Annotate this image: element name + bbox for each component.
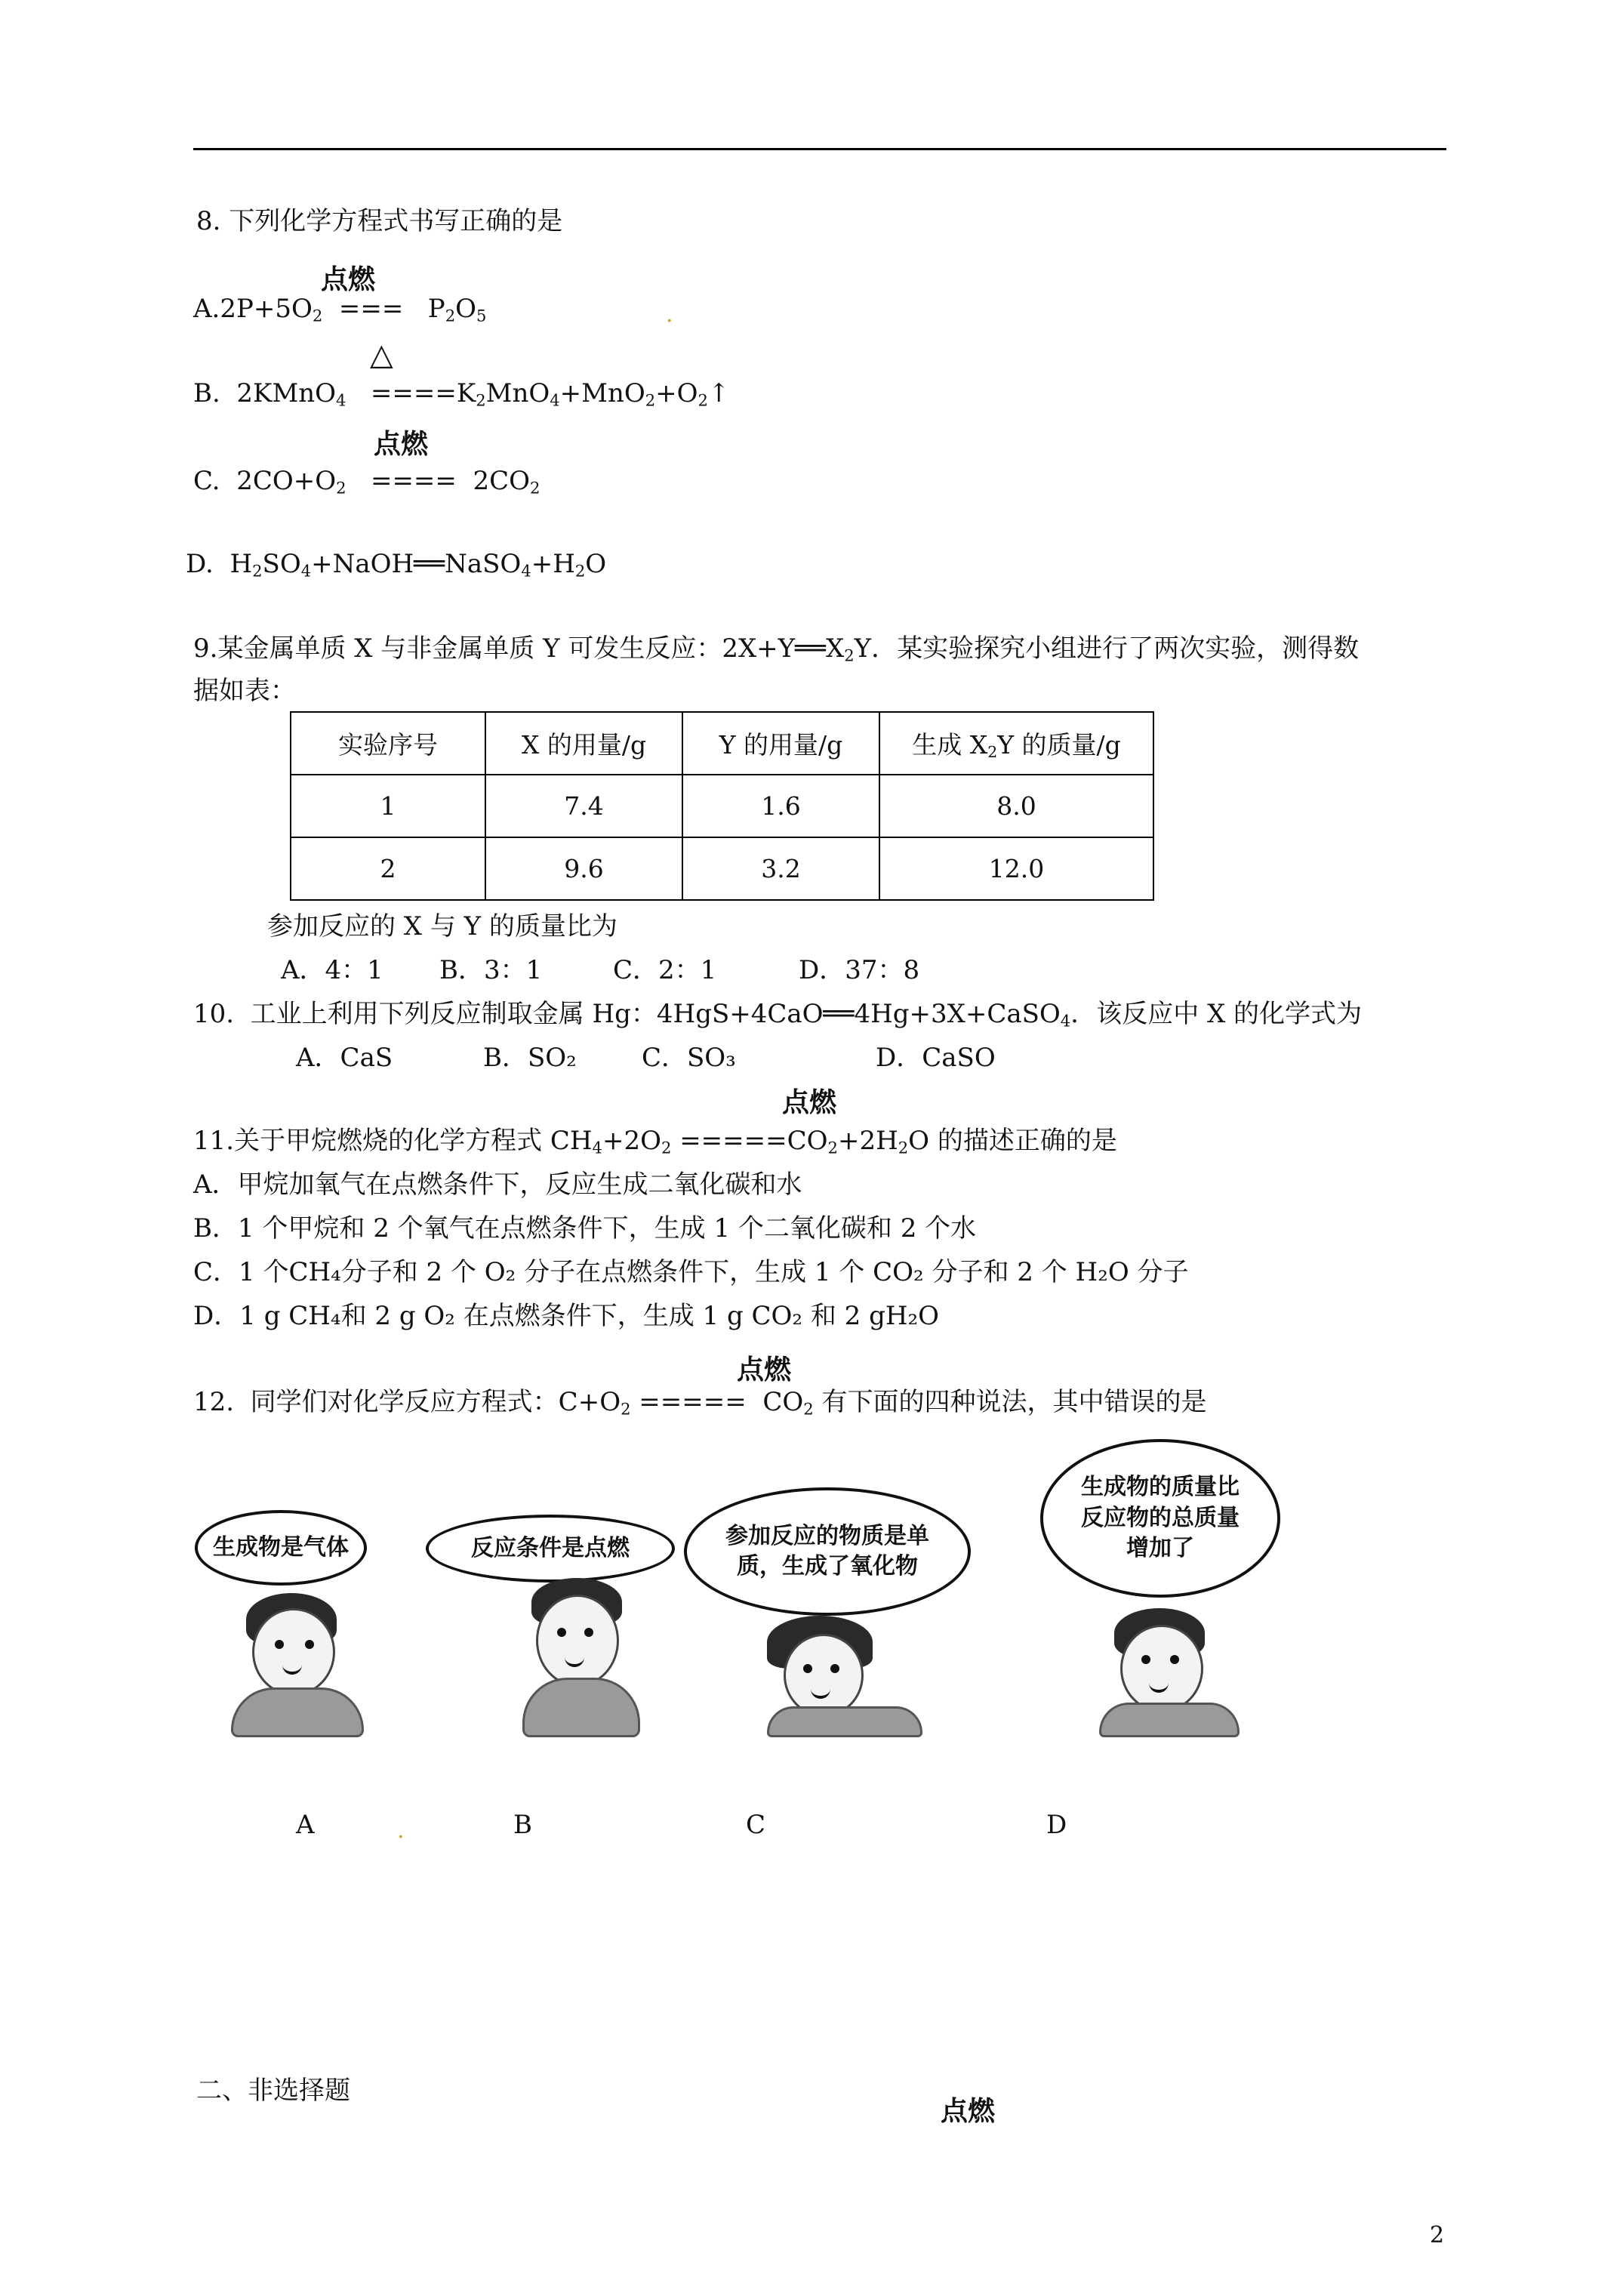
header-rule (193, 148, 1446, 150)
q9-stem-line1: 9.某金属单质 X 与非金属单质 Y 可发生反应：$2X+Y══X_2Y$．某实验探究小组进行了两次实验，测得数 (193, 633, 1360, 665)
q9-stem-line2: 据如表： (193, 676, 296, 706)
table-row (291, 775, 1153, 837)
page-number: 2 (1430, 2222, 1445, 2248)
q11-condition: 点燃 (782, 1086, 837, 1118)
q9-option-c: C．2：1 (613, 955, 717, 985)
table-cell: 1 (291, 775, 485, 837)
q11-option-d: D．1 g CH₄和 2 g O₂ 在点燃条件下，生成 1 g CO₂ 和 2 gH₂O (193, 1301, 940, 1331)
table-header-row (291, 712, 1153, 775)
q12-label-c: C (746, 1810, 766, 1840)
q12-label-a: A (296, 1810, 315, 1840)
speech-bubble-a: 生成物是气体 (195, 1510, 367, 1586)
q10-option-c: C．SO₃ (642, 1043, 736, 1073)
stray-dot: . (397, 1817, 405, 1844)
speech-bubble-c: 参加反应的物质是单质，生成了氧化物 (684, 1487, 971, 1616)
q11-option-a: A．甲烷加氧气在点燃条件下，反应生成二氧化碳和水 (193, 1170, 802, 1200)
table-cell: 8.0 (879, 775, 1153, 837)
q10-stem: 10. 工业上利用下列反应制取金属 Hg：4HgS+4CaO══4Hg+3X+CaSO$_4$．该反应中 X 的化学式为 (193, 999, 1363, 1031)
speech-bubble-d: 生成物的质量比反应物的总质量增加了 (1040, 1439, 1280, 1598)
student-c-figure (737, 1616, 933, 1733)
table-header-cell: Y 的用量/g (682, 712, 879, 775)
stray-dot: . (666, 301, 673, 328)
q9-option-a: A．4：1 (281, 955, 383, 985)
q8-c-condition: 点燃 (374, 428, 429, 460)
q9-option-b: B．3：1 (439, 955, 543, 985)
q8-option-d: D. $H_2SO_4+NaOH══NaSO_4+H_2O$ (186, 549, 607, 581)
q12-comic-illustration (193, 1442, 1280, 1733)
q8-stem: 8. 下列化学方程式书写正确的是 (196, 206, 563, 236)
q11-option-c: C．1 个CH₄分子和 2 个 O₂ 分子在点燃条件下，生成 1 个 CO₂ 分子和 2 个 H₂O 分子 (193, 1257, 1189, 1287)
table-cell: 1.6 (682, 775, 879, 837)
q12-label-b: B (513, 1810, 532, 1840)
table-cell: 2 (291, 837, 485, 900)
table-cell: 9.6 (485, 837, 682, 900)
footer-condition: 点燃 (941, 2095, 996, 2127)
speech-bubble-b: 反应条件是点燃 (426, 1515, 675, 1583)
student-b-figure (510, 1578, 654, 1733)
q10-option-b: B．SO₂ (483, 1043, 577, 1073)
q11-stem: 11.关于甲烷燃烧的化学方程式 $CH_4+2O_2 =====CO_2+2H_2O$ 的描述正确的是 (193, 1126, 1117, 1157)
q8-option-a: $A.2P+5O_2$ === $P_2O_5$ (193, 294, 487, 325)
table-cell: 3.2 (682, 837, 879, 900)
table-cell: 12.0 (879, 837, 1153, 900)
student-d-figure (1084, 1608, 1258, 1733)
q12-condition: 点燃 (737, 1354, 792, 1385)
section-heading: 二、非选择题 (196, 2076, 350, 2106)
table-header-cell: 实验序号 (291, 712, 485, 775)
q8-option-b: B. 2KMnO$_4$ $====K_2MnO_4+MnO_2+O_2↑$ (193, 378, 730, 410)
table-cell: 7.4 (485, 775, 682, 837)
q11-option-b: B．1 个甲烷和 2 个氧气在点燃条件下，生成 1 个二氧化碳和 2 个水 (193, 1213, 977, 1244)
q8-a-condition: 点燃 (321, 264, 376, 295)
q9-ask: 参加反应的 X 与 Y 的质量比为 (267, 911, 617, 942)
q10-option-a: A．CaS (296, 1043, 393, 1073)
q12-label-d: D (1046, 1810, 1067, 1840)
q8-option-c: C. $2CO+O_2$ ==== $2CO_2$ (193, 466, 540, 498)
table-row (291, 837, 1153, 900)
q8-b-condition: △ (370, 337, 393, 372)
table-header-cell: 生成 $X_2Y$ 的质量/g (879, 712, 1153, 775)
q9-data-table (290, 711, 1154, 901)
q10-option-d: D．CaSO (876, 1043, 996, 1073)
table-header-cell: X 的用量/g (485, 712, 682, 775)
q9-option-d: D．37：8 (799, 955, 920, 985)
q12-stem: 12. 同学们对化学反应方程式：$C+O_2$ ===== $CO_2$ 有下面的四种说法，其中错误的是 (193, 1387, 1207, 1419)
student-a-figure (216, 1593, 382, 1733)
